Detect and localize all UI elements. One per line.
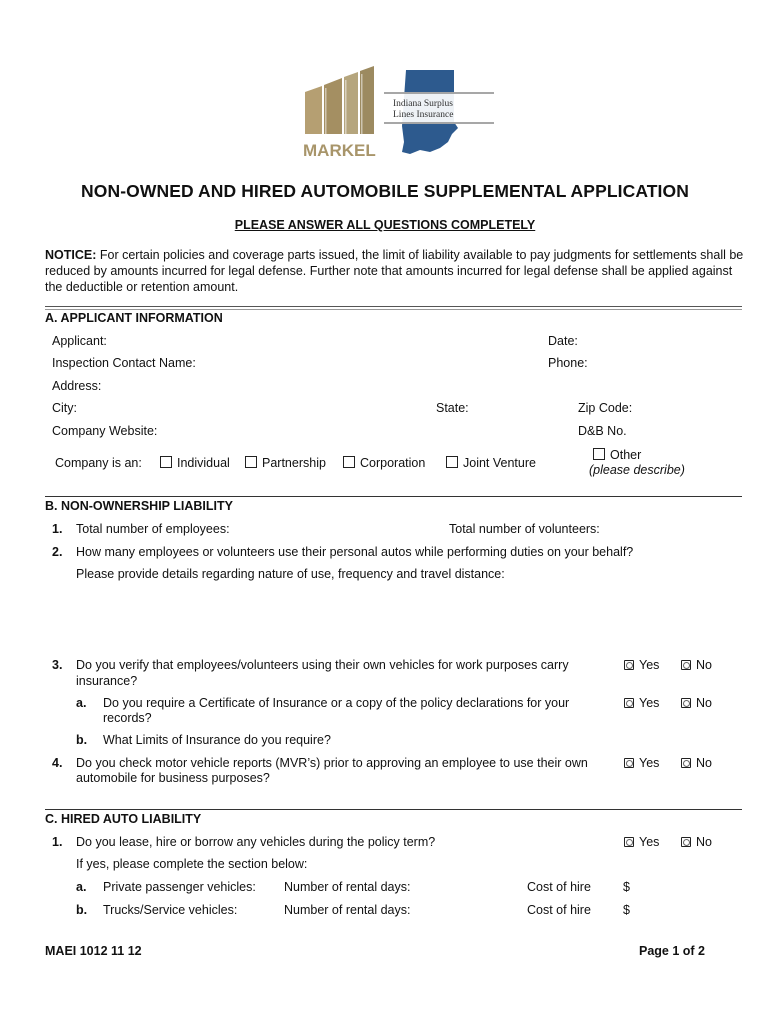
indiana-map-logo <box>384 66 494 162</box>
cost-field[interactable]: $ <box>623 880 630 894</box>
notice-label: NOTICE: <box>45 248 97 262</box>
radio-checkbox-icon[interactable] <box>624 660 634 670</box>
question-text: Do you lease, hire or borrow any vehicles during the policy term? <box>76 835 436 849</box>
divider <box>45 809 742 810</box>
inspection-contact-label[interactable]: Inspection Contact Name: <box>52 356 196 370</box>
section-a-heading: A. APPLICANT INFORMATION <box>45 311 223 325</box>
employees-label[interactable]: Total number of employees: <box>76 522 230 536</box>
no-option[interactable] <box>681 696 712 710</box>
yes-label: Yes <box>639 696 660 710</box>
header-logo <box>300 66 490 162</box>
question-text: insurance? <box>76 674 138 688</box>
yes-option[interactable] <box>624 756 659 770</box>
yes-option[interactable] <box>624 835 659 849</box>
trucks-label: Trucks/Service vehicles: <box>103 903 238 917</box>
radio-checkbox-icon[interactable] <box>681 837 691 847</box>
radio-checkbox-icon[interactable] <box>624 837 634 847</box>
page-title: NON-OWNED AND HIRED AUTOMOBILE SUPPLEMENTAL APPLICATION <box>81 181 689 201</box>
question-text: Do you check motor vehicle reports (MVR’s) prior to approving an employee to use their own <box>76 756 588 770</box>
form-number: MAEI 1012 11 12 <box>45 944 142 958</box>
dnb-label[interactable]: D&B No. <box>578 424 627 438</box>
cost-of-hire-label: Cost of hire <box>527 880 591 894</box>
private-vehicles-label: Private passenger vehicles: <box>103 880 256 894</box>
website-label[interactable]: Company Website: <box>52 424 158 438</box>
question-text: How many employees or volunteers use their personal autos while performing duties on your behalf? <box>76 545 634 559</box>
cost-of-hire-label: Cost of hire <box>527 903 591 917</box>
option-partnership-label: Partnership <box>262 456 326 470</box>
option-other[interactable] <box>593 448 641 462</box>
section-c-heading: C. HIRED AUTO LIABILITY <box>45 812 202 826</box>
option-corporation-label: Corporation <box>360 456 426 470</box>
question-text: records? <box>103 711 152 725</box>
markel-wordmark: MARKEL <box>303 141 376 160</box>
logo-indiana-line1: Indiana Surplus <box>393 99 453 109</box>
no-label: No <box>696 835 712 849</box>
option-corporation[interactable] <box>343 456 425 470</box>
checkbox-icon[interactable] <box>593 448 605 460</box>
checkbox-icon[interactable] <box>446 456 458 468</box>
no-label: No <box>696 658 712 672</box>
page-subtitle: PLEASE ANSWER ALL QUESTIONS COMPLETELY <box>234 218 536 232</box>
question-number: 4. <box>52 756 63 770</box>
volunteers-label[interactable]: Total number of volunteers: <box>449 522 600 536</box>
subquestion-letter: b. <box>76 733 88 747</box>
checkbox-icon[interactable] <box>160 456 172 468</box>
subquestion-letter: a. <box>76 880 87 894</box>
option-joint-venture[interactable] <box>446 456 536 470</box>
option-individual-label: Individual <box>177 456 230 470</box>
rental-days-label[interactable]: Number of rental days: <box>284 880 411 894</box>
question-text: Do you verify that employees/volunteers using their own vehicles for work purposes carry <box>76 658 569 672</box>
company-type-label: Company is an: <box>55 456 142 470</box>
logo-indiana-line2: Lines Insurance <box>393 110 454 120</box>
option-partnership[interactable] <box>245 456 326 470</box>
applicant-label[interactable]: Applicant: <box>52 334 107 348</box>
state-label[interactable]: State: <box>436 401 469 415</box>
city-label[interactable]: City: <box>52 401 77 415</box>
radio-checkbox-icon[interactable] <box>624 758 634 768</box>
zip-label[interactable]: Zip Code: <box>578 401 633 415</box>
option-other-note: (please describe) <box>589 463 685 477</box>
limits-label[interactable]: What Limits of Insurance do you require? <box>103 733 331 747</box>
no-option[interactable] <box>681 658 712 672</box>
phone-label[interactable]: Phone: <box>548 356 588 370</box>
no-option[interactable] <box>681 835 712 849</box>
radio-checkbox-icon[interactable] <box>681 660 691 670</box>
address-label[interactable]: Address: <box>52 379 102 393</box>
yes-label: Yes <box>639 756 660 770</box>
radio-checkbox-icon[interactable] <box>681 698 691 708</box>
followup-text: If yes, please complete the section below: <box>76 857 308 871</box>
radio-checkbox-icon[interactable] <box>681 758 691 768</box>
divider <box>45 496 742 497</box>
subquestion-letter: a. <box>76 696 87 710</box>
page-number: Page 1 of 2 <box>639 944 705 958</box>
radio-checkbox-icon[interactable] <box>624 698 634 708</box>
date-label[interactable]: Date: <box>548 334 578 348</box>
question-text: Do you require a Certificate of Insurance or a copy of the policy declarations for your <box>103 696 570 710</box>
yes-option[interactable] <box>624 658 659 672</box>
checkbox-icon[interactable] <box>343 456 355 468</box>
no-label: No <box>696 756 712 770</box>
no-label: No <box>696 696 712 710</box>
question-number: 2. <box>52 545 63 559</box>
yes-label: Yes <box>639 835 660 849</box>
option-other-label: Other <box>610 448 642 462</box>
question-number: 1. <box>52 522 63 536</box>
question-number: 3. <box>52 658 63 672</box>
no-option[interactable] <box>681 756 712 770</box>
checkbox-icon[interactable] <box>245 456 257 468</box>
question-number: 1. <box>52 835 63 849</box>
question-text: automobile for business purposes? <box>76 771 270 785</box>
divider <box>45 306 742 310</box>
rental-days-label[interactable]: Number of rental days: <box>284 903 411 917</box>
yes-option[interactable] <box>624 696 659 710</box>
option-joint-venture-label: Joint Venture <box>463 456 536 470</box>
section-b-heading: B. NON-OWNERSHIP LIABILITY <box>45 499 233 513</box>
cost-field[interactable]: $ <box>623 903 630 917</box>
details-label[interactable]: Please provide details regarding nature of use, frequency and travel distance: <box>76 567 505 581</box>
subquestion-letter: b. <box>76 903 88 917</box>
notice-paragraph <box>45 247 745 295</box>
yes-label: Yes <box>639 658 660 672</box>
notice-text: For certain policies and coverage parts issued, the limit of liability available to pay judgments for settlements shall be reduced by amounts incurred for legal defense. Further note that amounts incurred for legal defense shall be applied against the deductible or retention amount. <box>45 248 744 294</box>
option-individual[interactable] <box>160 456 230 470</box>
